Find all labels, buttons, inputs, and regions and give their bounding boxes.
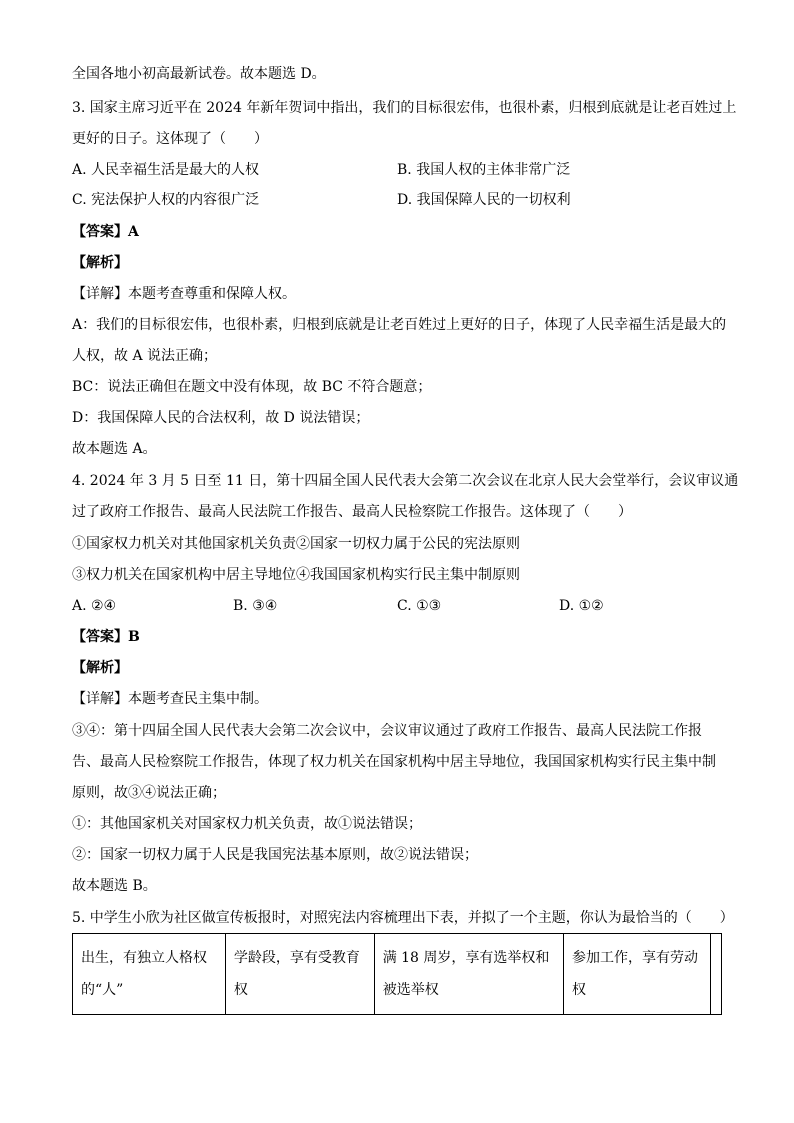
table-cell: 学龄段，享有受教育权: [225, 934, 374, 1015]
table-row: [73, 934, 722, 1015]
table-cell: 出生，有独立人格权的“人”: [73, 934, 226, 1015]
q4-explanation: 原则，故③④说法正确；: [72, 785, 226, 801]
q3-stem: 3. 国家主席习近平在 2024 年新年贺词中指出，我们的目标很宏伟，也很朴素，归根到底就是让老百姓过上: [72, 100, 737, 116]
q3-explanation: A：我们的目标很宏伟，也很朴素，归根到底就是让老百姓过上更好的日子，体现了人民幸福生活是最大的: [72, 317, 727, 333]
q4-answer: 【答案】B: [72, 629, 140, 645]
q4-analysis-label: 【解析】: [72, 660, 128, 676]
q4-option-b: B. ③④: [233, 598, 278, 614]
q4-detail: 【详解】本题考查民主集中制。: [72, 691, 268, 707]
table-cell: 参加工作，享有劳动权: [564, 934, 711, 1015]
q3-option-d: D. 我国保障人民的一切权利: [397, 192, 571, 208]
q4-stem: 过了政府工作报告、最高人民法院工作报告、最高人民检察院工作报告。这体现了（ ）: [72, 504, 632, 520]
q4-stem: 4. 2024 年 3 月 5 日至 11 日，第十四届全国人民代表大会第二次会议在北京人民大会堂举行，会议审议通: [72, 473, 739, 489]
q3-option-a: A. 人民幸福生活是最大的人权: [72, 162, 260, 178]
q4-items: ③权力机关在国家机构中居主导地位④我国国家机构实行民主集中制原则: [72, 567, 520, 583]
q4-explanation: ③④：第十四届全国人民代表大会第二次会议中，会议审议通过了政府工作报告、最高人民法院工作报: [72, 723, 702, 739]
q3-answer: 【答案】A: [72, 224, 139, 240]
q5-table: [72, 933, 722, 1015]
q3-explanation: BC：说法正确但在题文中没有体现，故 BC 不符合题意；: [72, 379, 432, 395]
q4-items: ①国家权力机关对其他国家机关负责②国家一切权力属于公民的宪法原则: [72, 536, 520, 552]
q3-detail: 【详解】本题考查尊重和保障人权。: [72, 286, 296, 302]
q3-explanation: D：我国保障人民的合法权利，故 D 说法错误；: [72, 410, 370, 426]
q3-analysis-label: 【解析】: [72, 255, 128, 271]
q3-option-c: C. 宪法保护人权的内容很广泛: [72, 192, 260, 208]
q4-explanation: ②：国家一切权力属于人民是我国宪法基本原则，故②说法错误；: [72, 847, 478, 863]
q3-explanation: 人权，故 A 说法正确；: [72, 348, 218, 364]
q3-stem: 更好的日子。这体现了（ ）: [72, 131, 268, 147]
q4-conclusion: 故本题选 B。: [72, 878, 157, 894]
table-cell: 满 18 周岁，享有选举权和被选举权: [374, 934, 563, 1015]
text-line: 全国各地小初高最新试卷。故本题选 D。: [72, 66, 326, 82]
q4-option-d: D. ①②: [559, 598, 604, 614]
q4-explanation: 告、最高人民检察院工作报告，体现了权力机关在国家机构中居主导地位，我国国家机构实行民主集中制: [72, 754, 716, 770]
table-cell: [710, 934, 721, 1015]
q4-option-a: A. ②④: [72, 598, 117, 614]
q5-stem: 5. 中学生小欣为社区做宣传板报时，对照宪法内容梳理出下表，并拟了一个主题，你认为最恰当的（ ）: [72, 910, 734, 926]
q3-conclusion: 故本题选 A。: [72, 441, 157, 457]
q3-option-b: B. 我国人权的主体非常广泛: [397, 162, 571, 178]
q4-explanation: ①：其他国家机关对国家权力机关负责，故①说法错误；: [72, 816, 422, 832]
q4-option-c: C. ①③: [397, 598, 442, 614]
